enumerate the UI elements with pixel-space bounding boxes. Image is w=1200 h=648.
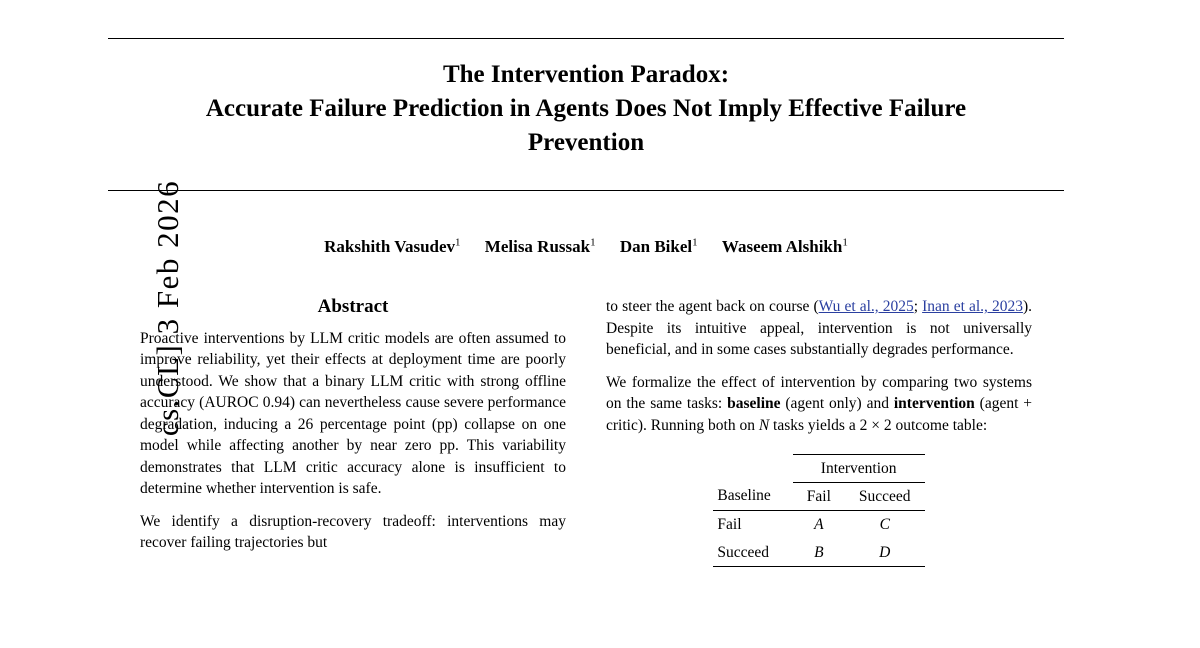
author-1 [324, 237, 460, 256]
math-2x2: 2 × 2 [859, 416, 892, 434]
intro-paragraph-1 [606, 296, 1032, 361]
author-3-affiliation: 1 [692, 236, 698, 248]
cell-fail-succeed: C [879, 516, 890, 533]
intro-p1-post: ). Despite its intuitive appeal, intervention is not universally beneficial, and in some cases substantially degrades performance. [606, 298, 1032, 358]
table-row [713, 539, 924, 567]
author-1-name: Rakshith Vasudev [324, 236, 456, 256]
intro-p2-pre: We formalize the effect of intervention by comparing two systems on the same tasks: [606, 373, 1032, 412]
outcome-table-group-header-row [713, 455, 924, 483]
abstract-paragraph-2: We identify a disruption-recovery tradeoff: interventions may recover failing trajectories but [140, 512, 566, 551]
author-2-name: Melisa Russak [484, 236, 591, 256]
math-n: N [758, 416, 770, 434]
title-line-1: The Intervention Paradox: [442, 61, 730, 88]
paper-page [108, 0, 1064, 648]
title-line-2: Accurate Failure Prediction in Agents Does Not Imply Effective Failure [205, 95, 967, 122]
author-3 [620, 237, 698, 256]
outcome-table [713, 454, 924, 567]
author-4 [722, 237, 848, 256]
abstract-paragraph-1: Proactive interventions by LLM critic models are often assumed to improve reliability, yet their effects at deployment time are poorly understood. We show that a binary LLM critic with strong offline accuracy (AUROC 0.94) can nevertheless cause severe performance degradation, inducing a 26 percentage point (pp) collapse on one model while affecting another by near zero pp. This variability demonstrates that LLM critic accuracy alone is insufficient to determine whether intervention is safe. [140, 329, 566, 497]
term-baseline: baseline [727, 395, 781, 412]
outcome-table-wrapper [606, 454, 1032, 567]
intro-p2-mid1: (agent only) and [780, 395, 894, 412]
left-column [140, 296, 566, 565]
right-column [606, 296, 1032, 567]
term-intervention: intervention [893, 395, 975, 412]
title-line-3: Prevention [527, 129, 645, 156]
intro-p1-mid: ; [913, 298, 923, 315]
intro-p1-pre: to steer the agent back on course ( [606, 298, 819, 315]
author-2 [485, 237, 596, 256]
cell-succeed-fail: B [793, 539, 845, 567]
group-header-intervention: Intervention [793, 455, 925, 483]
intro-p2-post: outcome table: [891, 416, 988, 434]
intro-p2-mid2: (agent + critic). Running both on [606, 395, 1033, 434]
page-title [108, 58, 1064, 160]
citation-wu-2025[interactable]: Wu et al., 2025 [818, 298, 914, 315]
author-4-affiliation: 1 [842, 236, 848, 248]
citation-inan-2023[interactable]: Inan et al., 2023 [922, 298, 1023, 315]
intro-paragraph-2 [606, 372, 1032, 437]
author-1-affiliation: 1 [455, 236, 461, 248]
intro-p2-mid3: tasks yields a [769, 416, 860, 434]
row-label-fail: Fail [717, 516, 742, 533]
cell-succeed-succeed: D [845, 539, 925, 567]
author-list [108, 236, 1064, 257]
group-header-spacer [713, 455, 792, 483]
table-row [713, 511, 924, 539]
title-rule-bottom [108, 190, 1064, 191]
author-3-name: Dan Bikel [619, 236, 693, 256]
outcome-table-header-row [713, 482, 924, 511]
cell-fail-fail: A [814, 516, 824, 533]
abstract-heading: Abstract [317, 296, 389, 317]
arxiv-identifier-stamp: cs.CL] 3 Feb 2026 [150, 179, 185, 437]
title-rule-top [108, 38, 1064, 39]
column-header-fail: Fail [806, 487, 831, 505]
column-header-baseline: Baseline [717, 487, 771, 505]
row-label-succeed: Succeed [713, 539, 792, 567]
column-header-succeed: Succeed [858, 487, 911, 505]
author-4-name: Waseem Alshikh [721, 236, 843, 256]
author-2-affiliation: 1 [590, 236, 596, 248]
